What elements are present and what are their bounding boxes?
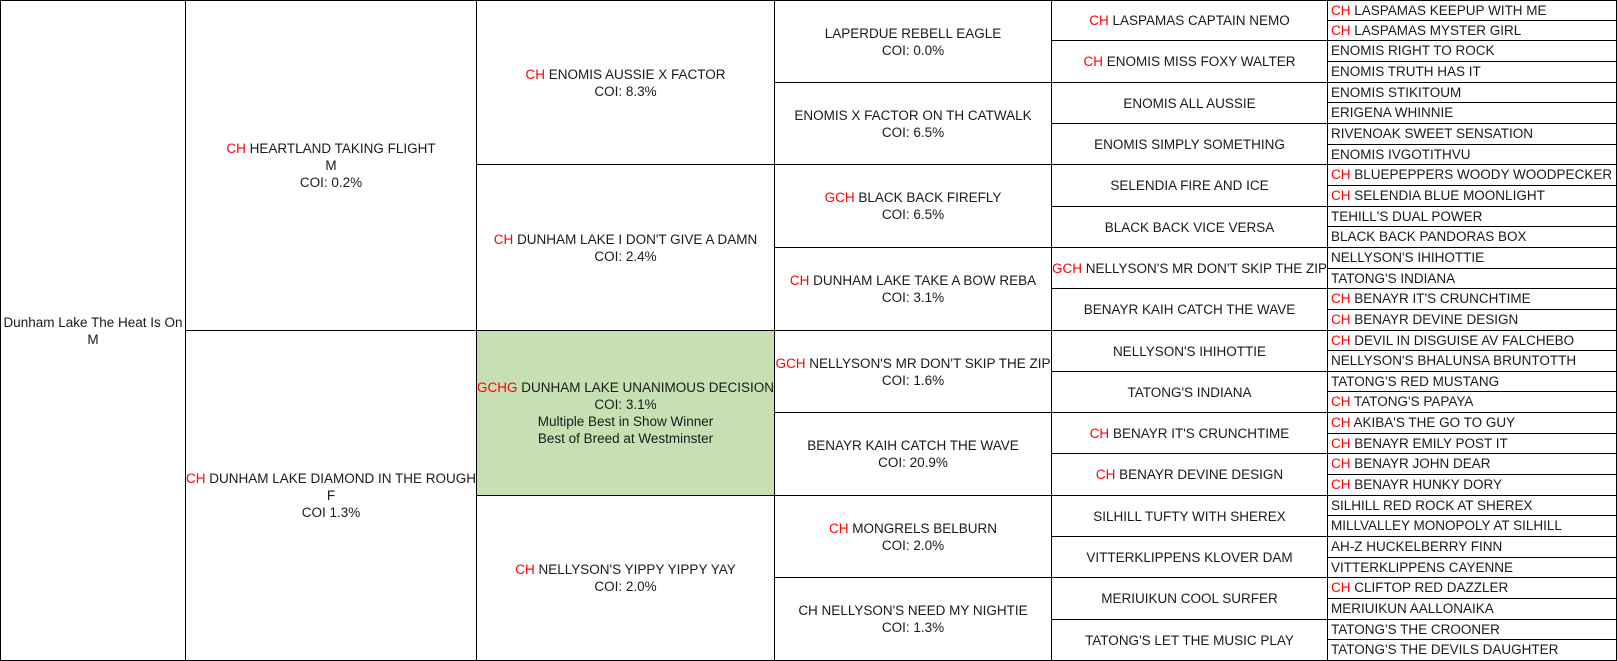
dog-name: ENOMIS RIGHT TO ROCK xyxy=(1331,43,1495,58)
gen5-name-line xyxy=(1331,456,1491,472)
gen5-cell xyxy=(1328,578,1617,599)
gen5-name-line xyxy=(1331,64,1481,80)
dog-name: ENOMIS AUSSIE X FACTOR xyxy=(548,66,726,82)
gen5-cell xyxy=(1328,372,1617,392)
award-note: Best of Breed at Westminster xyxy=(537,431,714,446)
dog-name: TEHILL'S DUAL POWER xyxy=(1331,208,1483,224)
gen4-name-line xyxy=(1101,590,1278,607)
coi-value: COI: 3.1% xyxy=(594,397,657,412)
gen4-name-line xyxy=(1089,12,1290,29)
gen1-cell xyxy=(186,331,477,661)
gen1-name-line xyxy=(186,470,476,487)
gen5-name-line xyxy=(1331,105,1453,121)
coi-value: COI: 1.3% xyxy=(881,620,945,635)
dog-name: SELENDIA BLUE MOONLIGHT xyxy=(1354,188,1545,203)
dog-name: BLACK BACK PANDORAS BOX xyxy=(1331,229,1527,244)
gen4-name-line xyxy=(1086,549,1292,566)
gen5-name-line xyxy=(1331,43,1495,59)
gen3-cell xyxy=(775,413,1052,496)
dog-name: DUNHAM LAKE I DON'T GIVE A DAMN xyxy=(517,231,758,247)
dog-name: ENOMIS SIMPLY SOMETHING xyxy=(1094,136,1285,152)
gen4-cell xyxy=(1052,620,1328,661)
gen5-cell xyxy=(1328,599,1617,620)
dog-name: LAPERDUE REBELL EAGLE xyxy=(824,25,1002,41)
gen5-cell xyxy=(1328,516,1617,537)
dog-name: BLACK BACK VICE VERSA xyxy=(1104,219,1275,235)
title-prefix: CH xyxy=(226,141,246,156)
gen4-name-line xyxy=(1110,177,1268,194)
gen4-name-line xyxy=(1096,466,1283,483)
gen5-name-line xyxy=(1331,291,1531,307)
gen5-name-line xyxy=(1331,126,1533,142)
title-prefix: CH xyxy=(525,66,545,82)
gen4-cell xyxy=(1052,496,1328,537)
gen5-name-line xyxy=(1331,415,1515,431)
dog-name: SILHILL TUFTY WITH SHEREX xyxy=(1093,508,1286,524)
dog-sex: F xyxy=(326,488,336,503)
gen5-name-line xyxy=(1331,188,1545,204)
title-prefix: CH xyxy=(1331,2,1351,18)
gen5-name-line xyxy=(1331,353,1576,369)
dog-name: MILLVALLEY MONOPOLY AT SILHILL xyxy=(1331,518,1562,533)
gen3-name-line xyxy=(825,25,1002,42)
title-prefix: CH xyxy=(1331,394,1351,409)
title-prefix: CH xyxy=(1089,425,1110,441)
dog-name: TATONG'S LET THE MUSIC PLAY xyxy=(1085,632,1294,648)
dog-name: TATONG'S INDIANA xyxy=(1331,270,1456,286)
gen4-cell xyxy=(1052,537,1328,578)
gen5-name-line xyxy=(1331,312,1518,328)
gen3-cell xyxy=(775,578,1052,661)
gen5-cell xyxy=(1328,269,1617,289)
dog-name: ENOMIS MISS FOXY WALTER xyxy=(1106,54,1296,69)
gen5-cell xyxy=(1328,640,1617,661)
gen2-name-line xyxy=(525,66,725,83)
title-prefix: CH xyxy=(1089,13,1109,28)
gen4-cell xyxy=(1052,413,1328,454)
dog-name: NELLYSON'S MR DON'T SKIP THE ZIP xyxy=(1085,260,1327,276)
title-prefix: CH xyxy=(186,471,206,486)
gen2-name-line xyxy=(515,561,735,578)
dog-name: NELLYSON'S BHALUNSA BRUNTOTTH xyxy=(1331,353,1577,368)
gen5-cell xyxy=(1328,392,1617,413)
gen5-name-line xyxy=(1331,539,1502,555)
gen5-name-line xyxy=(1331,436,1508,452)
title-prefix: GCH xyxy=(824,190,855,205)
title-prefix: CH xyxy=(828,520,849,536)
gen4-cell xyxy=(1052,578,1328,620)
gen3-name-line xyxy=(790,272,1036,289)
gen5-cell xyxy=(1328,475,1617,496)
dog-name: ENOMIS ALL AUSSIE xyxy=(1123,95,1256,111)
coi-value: COI: 0.0% xyxy=(881,42,945,58)
gen5-cell xyxy=(1328,124,1617,145)
gen2-cell xyxy=(477,331,775,496)
coi-value: COI: 6.5% xyxy=(881,207,945,222)
title-prefix: GCHG xyxy=(477,380,518,395)
dog-name: ERIGENA WHINNIE xyxy=(1331,105,1454,120)
gen3-cell xyxy=(775,496,1052,578)
gen5-cell xyxy=(1328,454,1617,475)
dog-name: CLIFTOP RED DAZZLER xyxy=(1354,580,1509,595)
gen5-cell xyxy=(1328,41,1617,62)
title-prefix: CH xyxy=(1331,167,1351,182)
dog-name: TATONG'S THE DEVILS DAUGHTER xyxy=(1331,642,1559,657)
gen4-cell xyxy=(1052,83,1328,124)
dog-name: BENAYR EMILY POST IT xyxy=(1354,435,1508,451)
dog-name: DUNHAM LAKE UNANIMOUS DECISION xyxy=(521,380,775,395)
gen5-cell xyxy=(1328,145,1617,165)
dog-name: BLACK BACK FIREFLY xyxy=(858,190,1002,205)
gen5-cell xyxy=(1328,331,1617,351)
gen5-cell xyxy=(1328,207,1617,227)
dog-name: BENAYR HUNKY DORY xyxy=(1354,477,1503,492)
gen5-cell xyxy=(1328,558,1617,578)
gen5-name-line xyxy=(1331,560,1513,576)
dog-name: AKIBA'S THE GO TO GUY xyxy=(1353,415,1516,430)
gen5-cell xyxy=(1328,620,1617,640)
gen5-name-line xyxy=(1331,518,1562,534)
dog-name: LASPAMAS KEEPUP WITH ME xyxy=(1354,2,1547,18)
gen5-cell xyxy=(1328,496,1617,516)
gen5-name-line xyxy=(1331,374,1499,390)
gen5-name-line xyxy=(1331,271,1455,287)
dog-name: ENOMIS TRUTH HAS IT xyxy=(1331,64,1481,79)
title-prefix: CH xyxy=(1331,477,1351,492)
dog-name: ENOMIS X FACTOR ON TH CATWALK xyxy=(794,107,1032,123)
gen3-name-line xyxy=(829,520,997,537)
coi-value: COI: 20.9% xyxy=(878,455,948,470)
dog-name: MERIUIKUN COOL SURFER xyxy=(1101,591,1278,606)
gen5-name-line xyxy=(1331,622,1500,638)
gen3-name-line xyxy=(794,107,1031,124)
gen1-cell xyxy=(186,0,477,331)
gen3-name-line xyxy=(807,437,1019,454)
dog-name: ENOMIS STIKITOUM xyxy=(1331,84,1462,100)
gen4-name-line xyxy=(1127,384,1251,401)
gen4-cell xyxy=(1052,454,1328,496)
gen4-name-line xyxy=(1052,260,1327,277)
gen2-name-line xyxy=(494,231,757,248)
gen3-name-line xyxy=(798,602,1027,619)
gen5-name-line xyxy=(1331,250,1484,266)
gen5-name-line xyxy=(1331,85,1461,101)
dog-name: SELENDIA FIRE AND ICE xyxy=(1110,178,1269,193)
gen4-name-line xyxy=(1084,301,1296,318)
coi-value: COI: 3.1% xyxy=(881,290,945,305)
gen4-name-line xyxy=(1123,95,1255,112)
dog-name: BENAYR DEVINE DESIGN xyxy=(1119,467,1284,482)
gen5-name-line xyxy=(1331,477,1502,493)
dog-name: NELLYSON'S IHIHOTTIE xyxy=(1331,250,1485,265)
dog-name: BENAYR IT'S CRUNCHTIME xyxy=(1354,291,1531,306)
coi-value: COI: 8.3% xyxy=(594,83,657,99)
coi-value: COI: 6.5% xyxy=(881,124,945,140)
dog-name: CH NELLYSON'S NEED MY NIGHTIE xyxy=(798,603,1028,618)
gen4-name-line xyxy=(1094,136,1285,153)
title-prefix: CH xyxy=(1331,332,1351,348)
title-prefix: GCH xyxy=(775,355,806,371)
dog-name: NELLYSON'S MR DON'T SKIP THE ZIP xyxy=(809,355,1051,371)
gen3-cell xyxy=(775,165,1052,248)
gen5-cell xyxy=(1328,289,1617,310)
dog-name: DUNHAM LAKE DIAMOND IN THE ROUGH xyxy=(209,471,477,486)
gen2-cell xyxy=(477,496,775,661)
gen3-cell xyxy=(775,248,1052,331)
subject-cell xyxy=(0,0,186,661)
gen5-name-line xyxy=(1331,229,1527,245)
title-prefix: CH xyxy=(1331,291,1351,306)
dog-name: BENAYR KAIH CATCH THE WAVE xyxy=(1083,302,1296,317)
title-prefix: CH xyxy=(1331,435,1351,451)
title-prefix: CH xyxy=(1331,456,1351,471)
gen3-name-line xyxy=(825,189,1002,206)
gen1-name-line xyxy=(226,140,435,157)
dog-name: MERIUIKUN AALLONAIKA xyxy=(1331,601,1494,616)
coi-value: COI 1.3% xyxy=(301,505,361,520)
title-prefix: CH xyxy=(493,231,514,247)
gen4-cell xyxy=(1052,165,1328,207)
dog-name: NELLYSON'S IHIHOTTIE xyxy=(1112,343,1267,359)
gen2-name-line xyxy=(477,379,774,396)
gen5-cell xyxy=(1328,227,1617,248)
gen5-cell xyxy=(1328,62,1617,83)
title-prefix: CH xyxy=(789,273,810,288)
dog-name: ENOMIS IVGOTITHVU xyxy=(1331,146,1471,162)
gen5-name-line xyxy=(1331,498,1533,514)
gen5-name-line xyxy=(1331,209,1482,225)
gen4-cell xyxy=(1052,207,1328,248)
gen5-name-line xyxy=(1331,394,1473,410)
dog-name: TATONG'S RED MUSTANG xyxy=(1331,373,1500,389)
dog-name: BENAYR IT'S CRUNCHTIME xyxy=(1112,425,1290,441)
gen5-name-line xyxy=(1331,23,1521,39)
gen5-cell xyxy=(1328,83,1617,103)
dog-name: BENAYR JOHN DEAR xyxy=(1354,456,1491,471)
subject-sex: M xyxy=(87,331,99,347)
dog-name: BENAYR DEVINE DESIGN xyxy=(1354,312,1519,327)
gen3-cell xyxy=(775,0,1052,83)
gen4-name-line xyxy=(1105,219,1275,236)
title-prefix: CH xyxy=(1331,22,1351,38)
gen3-cell xyxy=(775,331,1052,413)
dog-name: TATONG'S THE CROONER xyxy=(1331,621,1500,637)
gen5-cell xyxy=(1328,21,1617,41)
coi-value: COI: 2.0% xyxy=(594,579,657,594)
title-prefix: CH xyxy=(515,562,535,577)
gen4-name-line xyxy=(1093,508,1286,525)
gen2-cell xyxy=(477,165,775,331)
gen4-name-line xyxy=(1083,53,1295,70)
dog-name: VITTERKLIPPENS CAYENNE xyxy=(1331,559,1514,575)
gen3-cell xyxy=(775,83,1052,165)
dog-name: RIVENOAK SWEET SENSATION xyxy=(1331,126,1534,141)
title-prefix: CH xyxy=(1331,415,1351,430)
dog-name: LASPAMAS CAPTAIN NEMO xyxy=(1112,13,1290,28)
dog-sex: M xyxy=(325,158,337,173)
gen5-name-line xyxy=(1331,642,1558,658)
gen5-cell xyxy=(1328,434,1617,454)
dog-name: DUNHAM LAKE TAKE A BOW REBA xyxy=(813,273,1037,288)
award-note: Multiple Best in Show Winner xyxy=(537,414,714,429)
dog-name: AH-Z HUCKELBERRY FINN xyxy=(1331,539,1503,554)
gen4-cell xyxy=(1052,331,1328,372)
gen4-cell xyxy=(1052,124,1328,165)
title-prefix: CH xyxy=(1331,580,1351,595)
dog-name: DEVIL IN DISGUISE AV FALCHEBO xyxy=(1354,332,1575,348)
dog-name: MONGRELS BELBURN xyxy=(852,520,998,536)
subject-name: Dunham Lake The Heat Is On xyxy=(3,314,183,330)
coi-value: COI: 1.6% xyxy=(881,372,945,388)
gen2-cell xyxy=(477,0,775,165)
gen5-name-line xyxy=(1331,580,1508,596)
dog-name: HEARTLAND TAKING FLIGHT xyxy=(249,141,436,156)
gen4-name-line xyxy=(1113,343,1266,360)
gen5-name-line xyxy=(1331,333,1574,349)
dog-name: TATONG'S INDIANA xyxy=(1127,384,1252,400)
dog-name: TATONG'S PAPAYA xyxy=(1354,394,1474,409)
title-prefix: CH xyxy=(1331,188,1351,203)
title-prefix: GCH xyxy=(1052,260,1082,276)
title-prefix: CH xyxy=(1095,467,1116,482)
gen5-cell xyxy=(1328,413,1617,434)
coi-value: COI: 0.2% xyxy=(299,175,363,190)
gen5-cell xyxy=(1328,186,1617,207)
gen5-cell xyxy=(1328,310,1617,331)
gen5-cell xyxy=(1328,0,1617,21)
gen5-cell xyxy=(1328,351,1617,372)
dog-name: VITTERKLIPPENS KLOVER DAM xyxy=(1086,549,1293,565)
gen3-name-line xyxy=(776,355,1051,372)
dog-name: NELLYSON'S YIPPY YIPPY YAY xyxy=(538,562,736,577)
gen4-cell xyxy=(1052,41,1328,83)
gen5-name-line xyxy=(1331,3,1547,19)
gen5-cell xyxy=(1328,537,1617,558)
gen5-name-line xyxy=(1331,601,1494,617)
dog-name: BLUEPEPPERS WOODY WOODPECKER xyxy=(1354,167,1613,182)
gen4-cell xyxy=(1052,248,1328,289)
title-prefix: CH xyxy=(1331,312,1351,327)
gen4-cell xyxy=(1052,289,1328,331)
dog-name: SILHILL RED ROCK AT SHEREX xyxy=(1331,497,1533,513)
gen5-name-line xyxy=(1331,167,1612,183)
gen5-cell xyxy=(1328,103,1617,124)
title-prefix: CH xyxy=(1083,54,1103,69)
gen4-cell xyxy=(1052,0,1328,41)
gen5-name-line xyxy=(1331,147,1471,163)
gen5-cell xyxy=(1328,165,1617,186)
gen4-cell xyxy=(1052,372,1328,413)
coi-value: COI: 2.4% xyxy=(594,248,657,264)
gen4-name-line xyxy=(1085,632,1294,649)
coi-value: COI: 2.0% xyxy=(881,537,945,553)
gen4-name-line xyxy=(1090,425,1290,442)
dog-name: LASPAMAS MYSTER GIRL xyxy=(1354,22,1522,38)
gen5-cell xyxy=(1328,248,1617,269)
dog-name: BENAYR KAIH CATCH THE WAVE xyxy=(807,438,1019,453)
